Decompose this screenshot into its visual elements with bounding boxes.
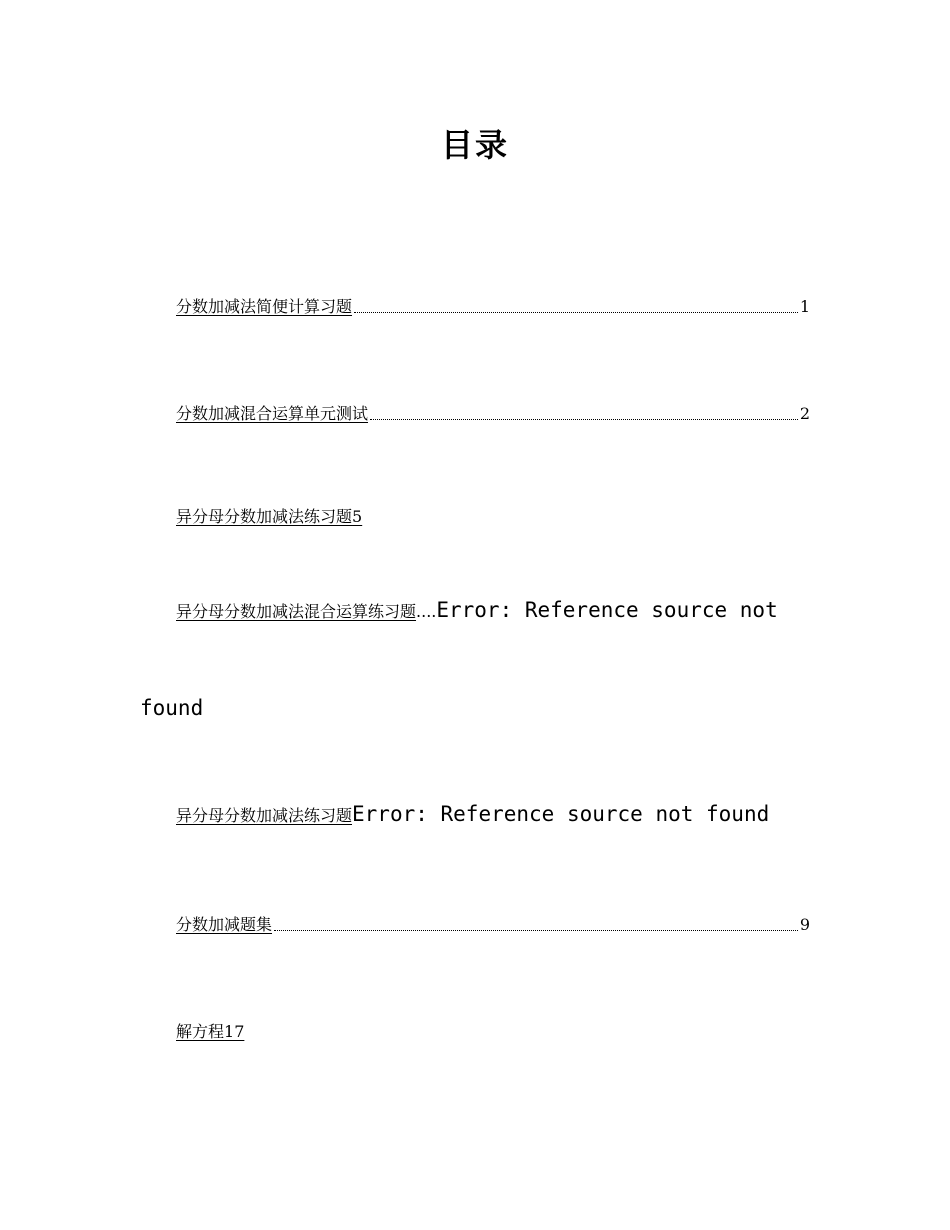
dot-leader <box>354 312 798 313</box>
toc-entry[interactable] <box>176 505 810 529</box>
dot-leader <box>274 930 798 931</box>
toc-entry-page: 5 <box>352 507 363 526</box>
toc-entry-page: 9 <box>799 915 810 934</box>
dot-leader <box>370 419 798 420</box>
reference-error-continuation: found <box>140 696 204 720</box>
toc-entry-label[interactable]: 异分母分数加减法练习题 <box>176 806 353 825</box>
toc-entry-label[interactable]: 分数加减法简便计算习题 <box>176 297 353 316</box>
reference-error: Error: Reference source not found <box>352 802 770 826</box>
toc-entry-page: 17 <box>224 1022 245 1041</box>
toc-entry[interactable] <box>176 598 810 622</box>
toc-entry-label: 解方程 <box>176 1022 225 1041</box>
toc-entry[interactable] <box>176 802 810 826</box>
toc-entry-label[interactable]: 异分母分数加减法混合运算练习题 <box>176 602 417 621</box>
toc-entry[interactable] <box>176 1020 810 1044</box>
toc-entry-label: 异分母分数加减法练习题 <box>176 507 353 526</box>
reference-error: Error: Reference source not <box>436 598 778 622</box>
toc-entry[interactable] <box>176 913 810 937</box>
toc-entry-label-with-page[interactable] <box>176 507 362 526</box>
toc-title: 目录 <box>440 126 509 164</box>
toc-entry-label-with-page[interactable] <box>176 1022 244 1041</box>
toc-entry[interactable] <box>176 402 810 426</box>
dot-leader: .... <box>416 602 437 621</box>
toc-entry-label[interactable]: 分数加减题集 <box>176 915 273 934</box>
toc-entry-label[interactable]: 分数加减混合运算单元测试 <box>176 404 369 423</box>
toc-entry-page: 1 <box>799 297 810 316</box>
toc-entry[interactable] <box>176 295 810 319</box>
toc-entry-page: 2 <box>799 404 810 423</box>
